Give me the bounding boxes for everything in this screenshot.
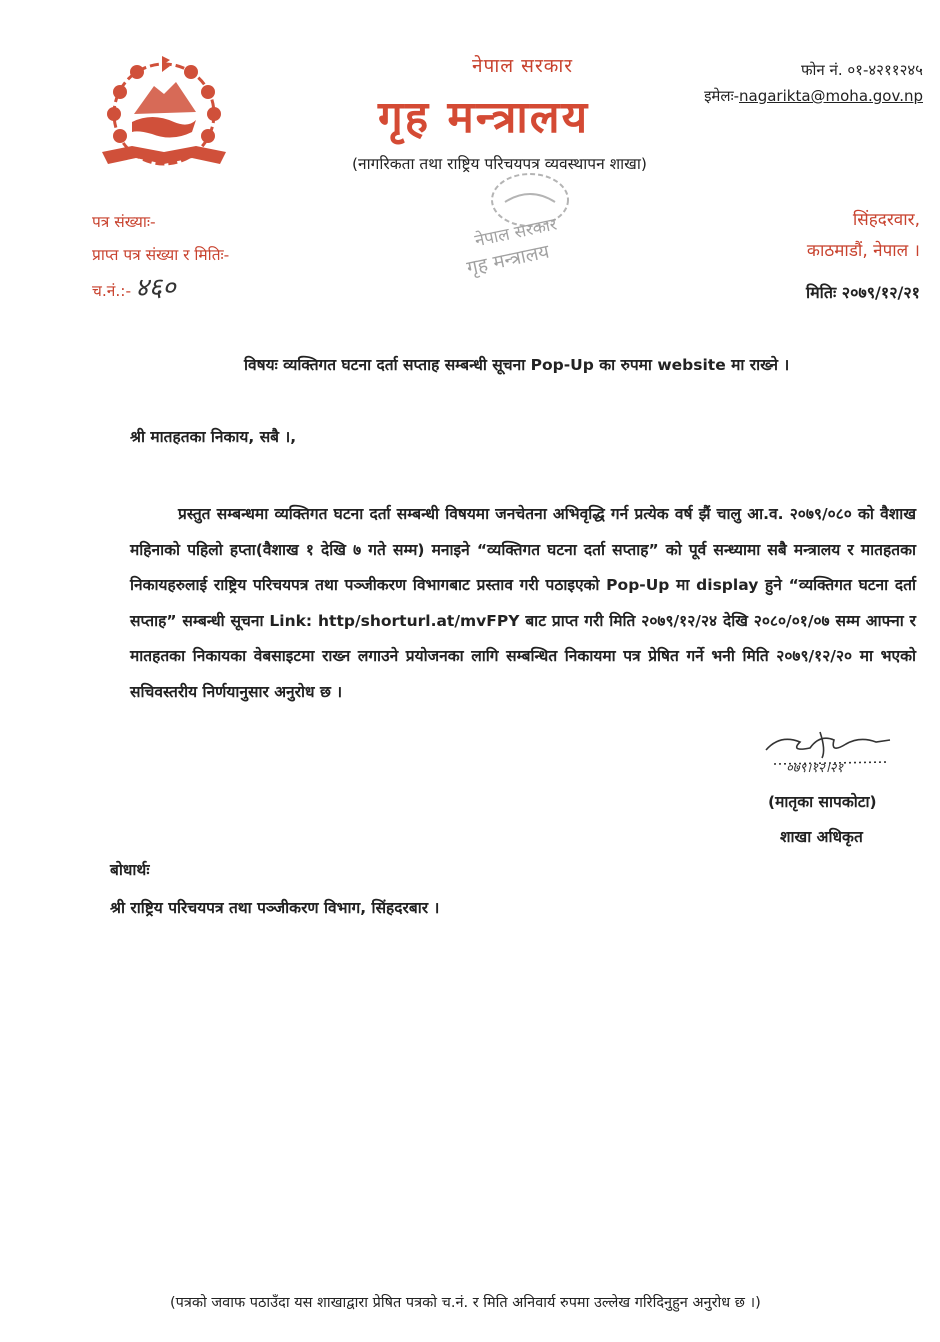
signature-date: ०७९।१२।२१ [786, 761, 844, 776]
footer-note: (पत्रको जवाफ पठाउँदा यस शाखाद्वारा प्रेषित पत्रको च.नं. र मिति अनिवार्य रुपमा उल्लेख गरिदिनुहुन अनुरोध छ ।) [170, 1295, 761, 1311]
handwritten-signature-icon [760, 728, 900, 780]
email-row [704, 86, 923, 106]
office-address [807, 205, 920, 267]
dispatch-number: ४६० [135, 273, 176, 303]
reference-block [92, 206, 229, 308]
seal-line1: नेपाल सरकार [473, 214, 559, 252]
cc-label: बोधार्थः [110, 861, 150, 879]
ministry-title: गृह मन्त्रालय [378, 92, 590, 143]
email-link[interactable]: nagarikta@moha.gov.np [739, 87, 923, 105]
letter-number-label: पत्र संख्याः- [92, 213, 156, 231]
branch-name: (नागरिकता तथा राष्ट्रिय परिचयपत्र व्यवस्थापन शाखा) [352, 155, 647, 173]
signatory-title: शाखा अधिकृत [780, 828, 863, 846]
seal-line2: गृह मन्त्रालय [464, 240, 552, 280]
subject-line: विषयः व्यक्तिगत घटना दर्ता सप्ताह सम्बन्धी सूचना Pop-Up का रुपमा website मा राख्ने । [244, 356, 790, 374]
letter-date: मितिः २०७९/१२/२१ [805, 283, 920, 302]
body-paragraph: प्रस्तुत सम्बन्धमा व्यक्तिगत घटना दर्ता सम्बन्धी विषयमा जनचेतना अभिवृद्धि गर्न प्रत्येक वर्ष झैं चालु आ.व. २०७९/०८० को वैशाख महिनाको पहिलो हप्ता(वैशाख १ देखि ७ गते सम्म) मनाइने “व्यक्तिगत घटना दर्ता सप्ताह” को पूर्व सन्ध्यामा सबै मन्त्रालय र मातहतका निकायहरुलाई राष्ट्रिय परिचयपत्र तथा पञ्जीकरण विभागबाट प्रस्ताव गरी पठाइएको Pop-Up मा display हुने “व्यक्तिगत घटना दर्ता सप्ताह” सम्बन्धी सूचना Link: http/shorturl.at/mvFPY बाट प्राप्त गरी मिति २०७९/१२/२४ देखि २०८०/०१/०७ सम्म आफ्ना र मातहतका निकायका वेबसाइटमा राख्न लगाउने प्रयोजनका लागि सम्बन्धित निकायमा पत्र प्रेषित गर्ने भनी मिति २०७९/१२/२० मा भएको सचिवस्तरीय निर्णयानुसार अनुरोध छ । [130, 505, 916, 701]
dispatch-number-row [92, 272, 229, 308]
dispatch-number-label: च.नं.:- [92, 282, 132, 300]
address-line-1: सिंहदरवार, [852, 210, 920, 230]
address-line-2: काठमाडौं, नेपाल । [806, 241, 920, 261]
government-name: नेपाल सरकार [472, 55, 574, 77]
received-letter-label: प्राप्त पत्र संख्या र मितिः- [92, 246, 230, 264]
cc-item: श्री राष्ट्रिय परिचयपत्र तथा पञ्जीकरण विभाग, सिंहदरबार । [110, 899, 440, 917]
email-label: इमेलः- [704, 87, 740, 105]
phone-number: फोन नं. ०१-४२११२४५ [800, 61, 923, 79]
signatory-name: (मातृका सापकोटा) [768, 793, 877, 811]
ministry-seal-icon [460, 170, 600, 280]
nepal-emblem-icon [92, 52, 237, 182]
salutation: श्री मातहतका निकाय, सबै ।, [130, 428, 297, 446]
